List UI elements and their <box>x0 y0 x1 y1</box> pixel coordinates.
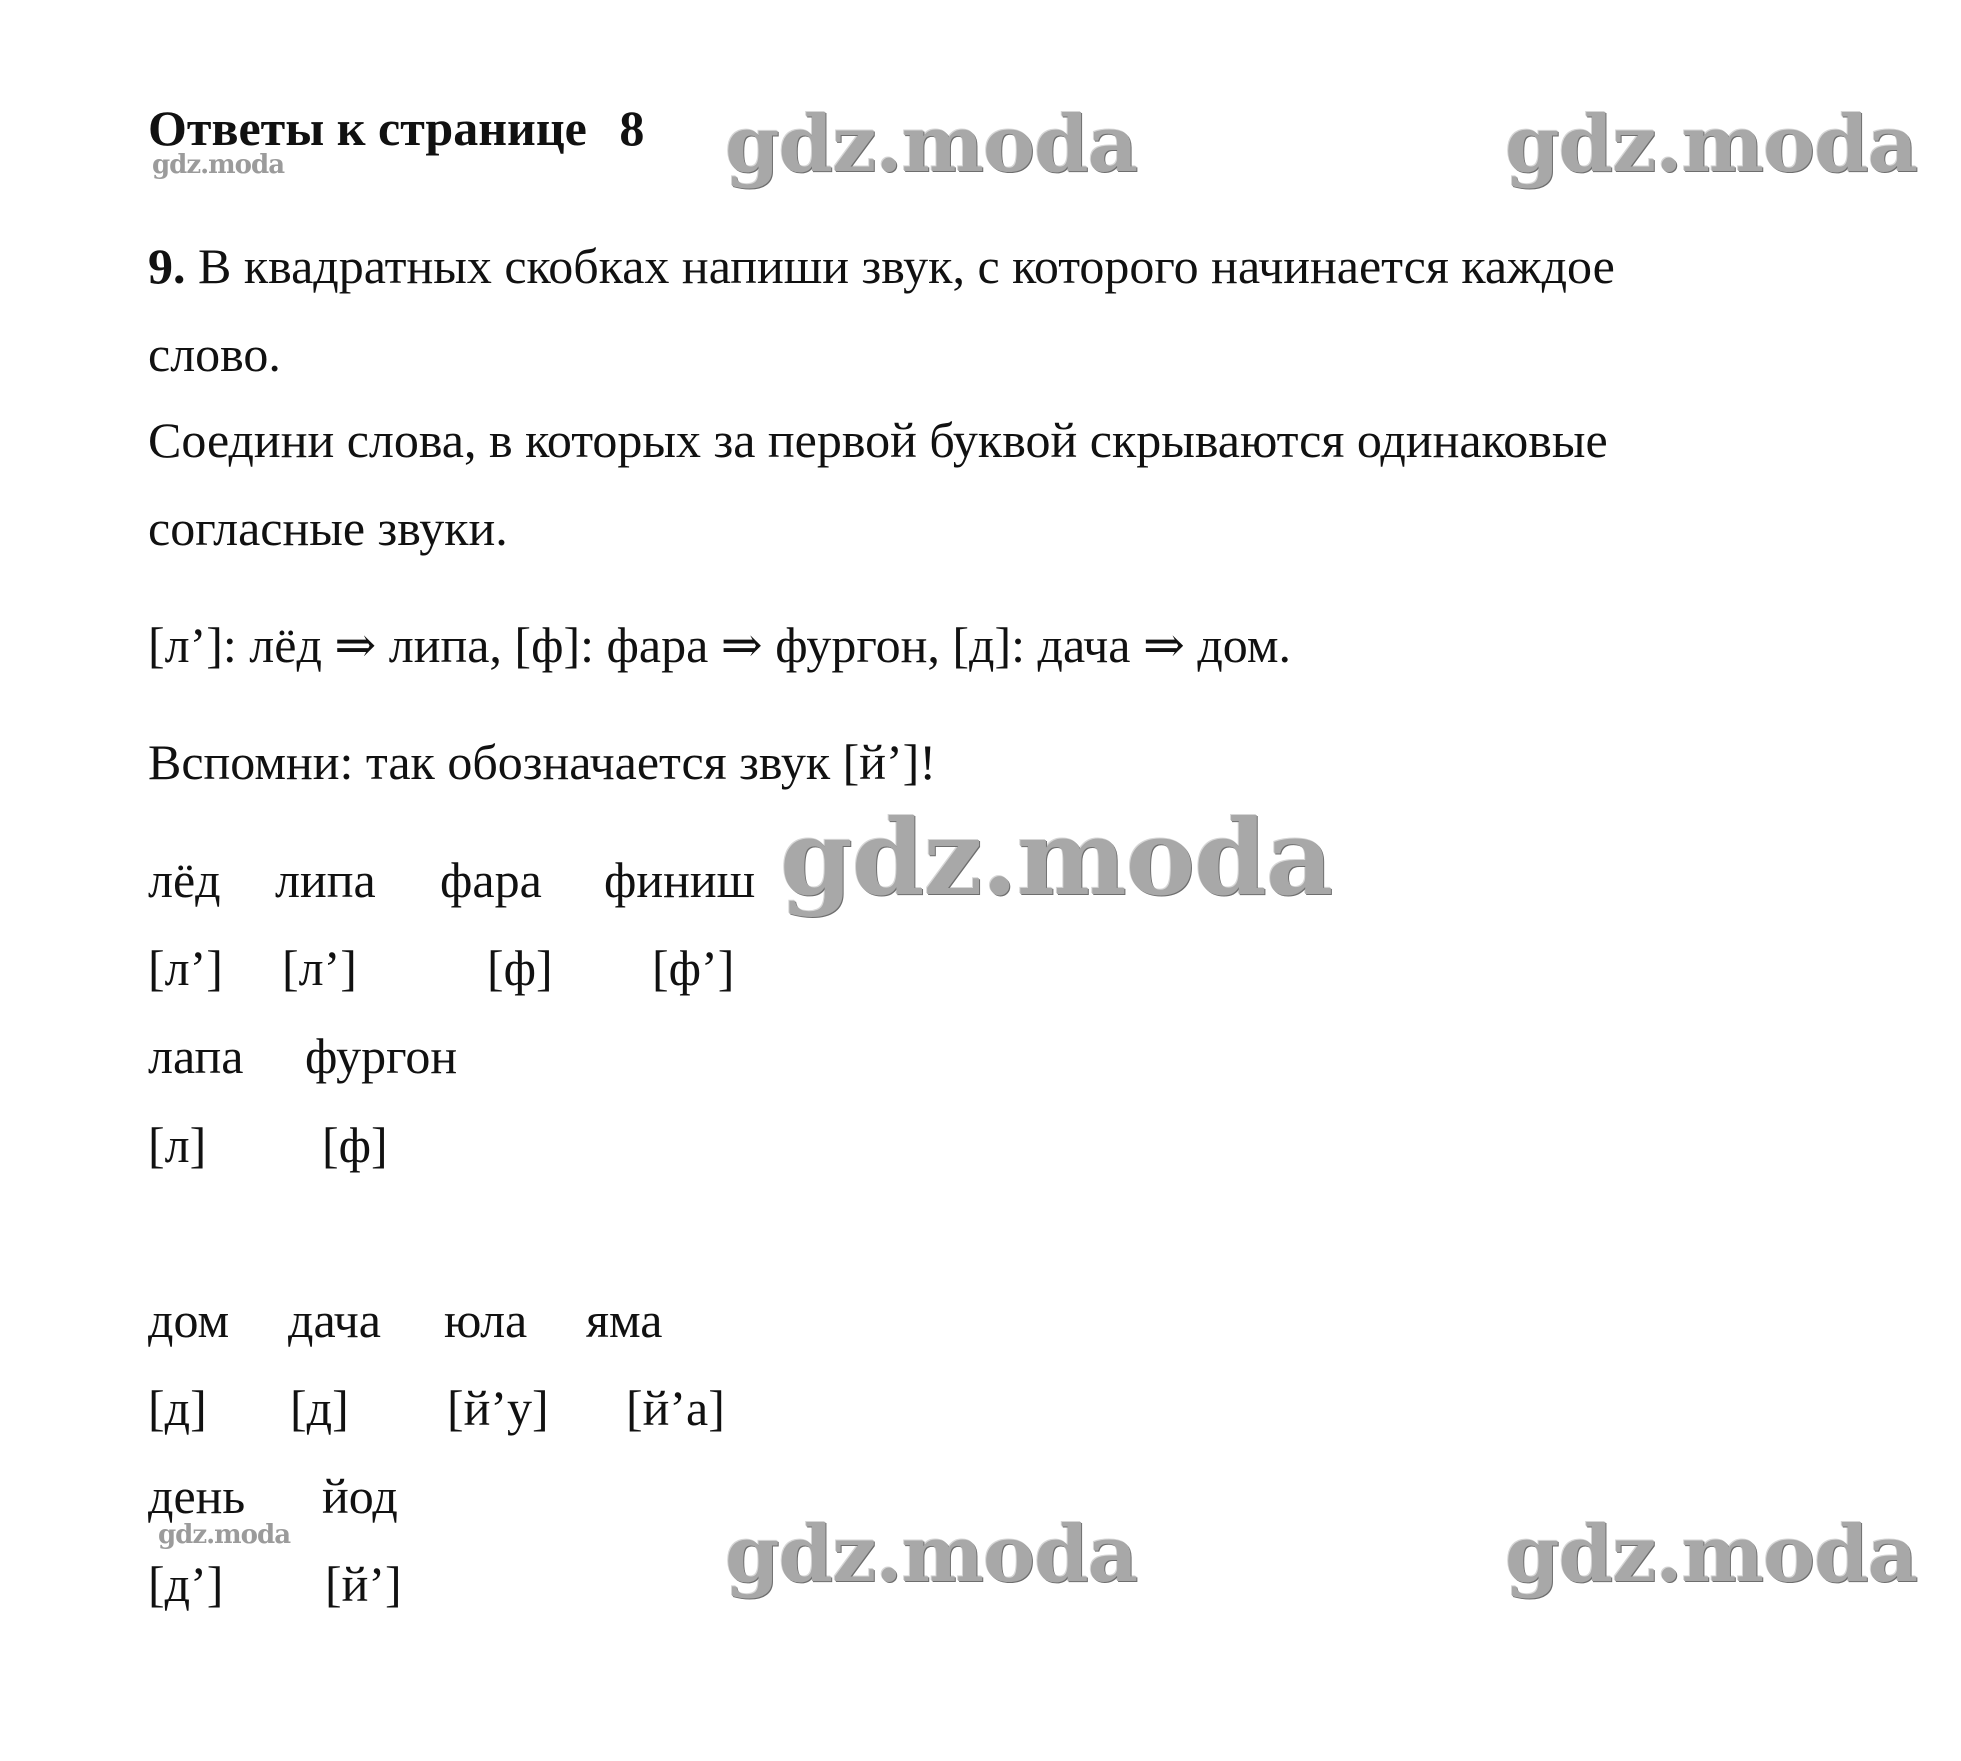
task-number: 9. <box>148 238 186 294</box>
sounds-row-1 <box>0 938 1961 998</box>
word: лапа <box>148 1028 244 1084</box>
page-heading <box>148 98 644 158</box>
sound: [й’у] <box>447 1380 549 1436</box>
task-instruction-line-3: Соедини слова, в которых за первой буквой скрываются одинаковые <box>148 412 1608 468</box>
words-row-3 <box>0 1290 1961 1350</box>
sounds-row-2 <box>0 1115 1961 1175</box>
word: лёд <box>148 852 221 908</box>
sound: [ф] <box>487 940 553 996</box>
reminder-line: Вспомни: так обозначается звук [й’]! <box>148 734 936 790</box>
sound: [д’] <box>148 1556 224 1612</box>
word: финиш <box>604 852 756 908</box>
watermark: gdz.moda <box>158 1520 291 1550</box>
sound: [ф] <box>322 1117 388 1173</box>
sound: [л’] <box>148 940 223 996</box>
sound: [й’а] <box>626 1380 725 1436</box>
task-instruction-line-1 <box>148 236 1615 296</box>
sound: [л’] <box>282 940 357 996</box>
page-title: Ответы к странице <box>148 100 587 156</box>
page-number: 8 <box>619 100 645 156</box>
word: дом <box>148 1292 230 1348</box>
words-row-2 <box>0 1026 1961 1086</box>
task-instruction-line-2: слово. <box>148 326 281 382</box>
watermark: gdz.moda <box>725 1509 1138 1600</box>
word: дача <box>288 1292 381 1348</box>
sound: [д] <box>148 1380 207 1436</box>
sound: [л] <box>148 1117 207 1173</box>
watermark: gdz.moda <box>1505 1509 1918 1600</box>
word: липа <box>275 852 376 908</box>
word: фургон <box>305 1028 458 1084</box>
word: йод <box>322 1468 398 1524</box>
word: яма <box>586 1292 663 1348</box>
answer-line: [л’]: лёд ⇒ липа, [ф]: фара ⇒ фургон, [д]: дача ⇒ дом. <box>148 617 1291 673</box>
sounds-row-3 <box>0 1378 1961 1438</box>
word: фара <box>440 852 542 908</box>
instruction-text-1: В квадратных скобках напиши звук, с которого начинается каждое <box>198 238 1615 294</box>
watermark: gdz.moda <box>780 796 1333 919</box>
sound: [д] <box>290 1380 349 1436</box>
sound: [й’] <box>325 1556 402 1612</box>
watermark: gdz.moda <box>152 150 285 180</box>
watermark: gdz.moda <box>725 99 1138 190</box>
sound: [ф’] <box>652 940 735 996</box>
watermark: gdz.moda <box>1505 99 1918 190</box>
word: день <box>148 1468 246 1524</box>
word: юла <box>444 1292 528 1348</box>
task-instruction-line-4: согласные звуки. <box>148 500 508 556</box>
